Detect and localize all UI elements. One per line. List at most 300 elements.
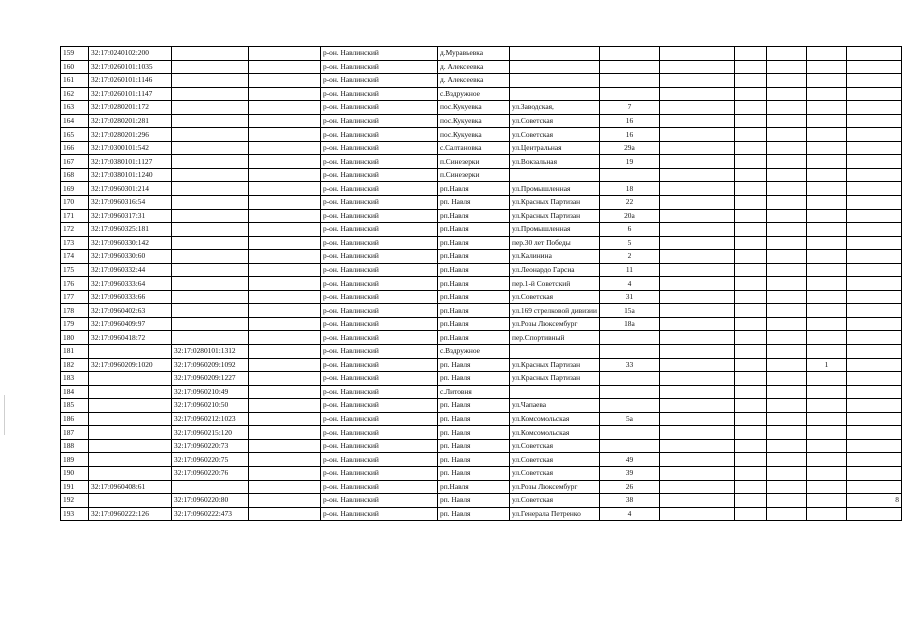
cadastral-number-2-cell: [172, 223, 249, 237]
cadastral-number-2-cell: [172, 236, 249, 250]
house-number-cell: [599, 47, 659, 61]
house-number-cell: 2: [599, 250, 659, 264]
table-row: [61, 412, 902, 426]
cadastral-number-cell: 32:17:0960301:214: [89, 182, 172, 196]
cadastral-number-cell: [89, 466, 172, 480]
value-cell: [846, 128, 901, 142]
row-number-cell: 185: [61, 399, 89, 413]
row-number-cell: 186: [61, 412, 89, 426]
row-number-cell: 177: [61, 290, 89, 304]
empty-cell: [734, 250, 766, 264]
table-row: [61, 196, 902, 210]
house-number-cell: 5: [599, 236, 659, 250]
street-cell: пер.1-й Советский: [510, 277, 600, 291]
locality-cell: д. Алексеевка: [438, 60, 510, 74]
cadastral-number-2-cell: [172, 209, 249, 223]
empty-cell: [249, 345, 321, 359]
empty-cell: [734, 196, 766, 210]
district-cell: р-он. Навлинский: [321, 317, 438, 331]
district-cell: р-он. Навлинский: [321, 236, 438, 250]
district-cell: р-он. Навлинский: [321, 466, 438, 480]
cadastral-number-cell: 32:17:0240102:200: [89, 47, 172, 61]
street-cell: [510, 168, 600, 182]
cadastral-number-2-cell: [172, 304, 249, 318]
locality-cell: рп. Навля: [438, 494, 510, 508]
row-number-cell: 159: [61, 47, 89, 61]
cadastral-number-2-cell: [172, 182, 249, 196]
value-cell: [846, 290, 901, 304]
value-cell: [846, 182, 901, 196]
cadastral-number-cell: 32:17:0960408:61: [89, 480, 172, 494]
cadastral-number-2-cell: [172, 60, 249, 74]
empty-cell: [249, 480, 321, 494]
value-cell: [806, 480, 846, 494]
value-cell: [806, 155, 846, 169]
empty-cell: [249, 453, 321, 467]
cadastral-number-2-cell: 32:17:0960209:1092: [172, 358, 249, 372]
locality-cell: рп. Навля: [438, 439, 510, 453]
row-number-cell: 176: [61, 277, 89, 291]
house-number-cell: [599, 426, 659, 440]
row-number-cell: 188: [61, 439, 89, 453]
empty-cell: [659, 182, 734, 196]
locality-cell: д.Муравьевка: [438, 47, 510, 61]
cadastral-number-cell: 32:17:0960316:54: [89, 196, 172, 210]
house-number-cell: 33: [599, 358, 659, 372]
value-cell: [806, 47, 846, 61]
cadastral-number-2-cell: [172, 128, 249, 142]
value-cell: [846, 439, 901, 453]
district-cell: р-он. Навлинский: [321, 480, 438, 494]
table-row: [61, 168, 902, 182]
empty-cell: [766, 155, 806, 169]
value-cell: [846, 507, 901, 521]
empty-cell: [249, 466, 321, 480]
district-cell: р-он. Навлинский: [321, 128, 438, 142]
empty-cell: [766, 412, 806, 426]
locality-cell: рп. Навля: [438, 372, 510, 386]
value-cell: [846, 331, 901, 345]
district-cell: р-он. Навлинский: [321, 372, 438, 386]
street-cell: ул.Красных Партизан: [510, 196, 600, 210]
value-cell: [806, 236, 846, 250]
table-row: [61, 345, 902, 359]
locality-cell: рп.Навля: [438, 277, 510, 291]
district-cell: р-он. Навлинский: [321, 168, 438, 182]
empty-cell: [766, 168, 806, 182]
empty-cell: [249, 331, 321, 345]
district-cell: р-он. Навлинский: [321, 358, 438, 372]
empty-cell: [659, 426, 734, 440]
cadastral-number-cell: 32:17:0960330:60: [89, 250, 172, 264]
empty-cell: [734, 182, 766, 196]
house-number-cell: [599, 87, 659, 101]
value-cell: [806, 399, 846, 413]
empty-cell: [659, 453, 734, 467]
value-cell: [806, 277, 846, 291]
empty-cell: [659, 399, 734, 413]
street-cell: ул.Советская: [510, 114, 600, 128]
value-cell: [806, 101, 846, 115]
empty-cell: [249, 372, 321, 386]
cadastral-number-2-cell: 32:17:0280101:1312: [172, 345, 249, 359]
locality-cell: рп. Навля: [438, 507, 510, 521]
cadastral-number-cell: 32:17:0260101:1147: [89, 87, 172, 101]
cadastral-number-2-cell: [172, 290, 249, 304]
row-number-cell: 181: [61, 345, 89, 359]
value-cell: [846, 385, 901, 399]
empty-cell: [249, 114, 321, 128]
empty-cell: [766, 209, 806, 223]
empty-cell: [766, 60, 806, 74]
street-cell: ул.169 стрелковой дивизии: [510, 304, 600, 318]
value-cell: [846, 60, 901, 74]
district-cell: р-он. Навлинский: [321, 47, 438, 61]
table-row: [61, 47, 902, 61]
row-number-cell: 170: [61, 196, 89, 210]
cadastral-number-2-cell: [172, 480, 249, 494]
empty-cell: [659, 345, 734, 359]
empty-cell: [766, 399, 806, 413]
house-number-cell: 38: [599, 494, 659, 508]
district-cell: р-он. Навлинский: [321, 426, 438, 440]
table-row: [61, 236, 902, 250]
cadastral-number-2-cell: 32:17:0960220:73: [172, 439, 249, 453]
empty-cell: [249, 385, 321, 399]
locality-cell: рп.Навля: [438, 331, 510, 345]
cadastral-number-2-cell: 32:17:0960215:120: [172, 426, 249, 440]
empty-cell: [249, 101, 321, 115]
empty-cell: [734, 412, 766, 426]
district-cell: р-он. Навлинский: [321, 250, 438, 264]
value-cell: [806, 209, 846, 223]
street-cell: ул.Советская: [510, 439, 600, 453]
value-cell: [846, 399, 901, 413]
empty-cell: [249, 209, 321, 223]
empty-cell: [659, 412, 734, 426]
cadastral-number-cell: 32:17:0380101:1240: [89, 168, 172, 182]
property-register-table: [60, 46, 902, 521]
row-number-cell: 173: [61, 236, 89, 250]
empty-cell: [659, 250, 734, 264]
locality-cell: д. Алексеевка: [438, 74, 510, 88]
cadastral-number-2-cell: 32:17:0960222:473: [172, 507, 249, 521]
cadastral-number-cell: [89, 412, 172, 426]
empty-cell: [766, 47, 806, 61]
row-number-cell: 175: [61, 263, 89, 277]
house-number-cell: [599, 372, 659, 386]
value-cell: [806, 290, 846, 304]
empty-cell: [659, 263, 734, 277]
empty-cell: [249, 182, 321, 196]
table-row: [61, 101, 902, 115]
empty-cell: [766, 358, 806, 372]
empty-cell: [659, 141, 734, 155]
house-number-cell: [599, 60, 659, 74]
cadastral-number-2-cell: [172, 114, 249, 128]
value-cell: [806, 250, 846, 264]
empty-cell: [249, 439, 321, 453]
locality-cell: пос.Кукуевка: [438, 128, 510, 142]
cadastral-number-2-cell: 32:17:0960220:75: [172, 453, 249, 467]
empty-cell: [734, 494, 766, 508]
empty-cell: [249, 128, 321, 142]
house-number-cell: 49: [599, 453, 659, 467]
value-cell: [806, 494, 846, 508]
cadastral-number-cell: [89, 399, 172, 413]
row-number-cell: 160: [61, 60, 89, 74]
value-cell: [846, 317, 901, 331]
empty-cell: [734, 236, 766, 250]
street-cell: ул.Комсомольская: [510, 412, 600, 426]
empty-cell: [734, 304, 766, 318]
empty-cell: [766, 331, 806, 345]
cadastral-number-2-cell: [172, 141, 249, 155]
district-cell: р-он. Навлинский: [321, 304, 438, 318]
empty-cell: [766, 345, 806, 359]
empty-cell: [249, 223, 321, 237]
empty-cell: [766, 453, 806, 467]
empty-cell: [659, 60, 734, 74]
row-number-cell: 187: [61, 426, 89, 440]
empty-cell: [249, 290, 321, 304]
row-number-cell: 182: [61, 358, 89, 372]
value-cell: [806, 466, 846, 480]
cadastral-number-cell: 32:17:0960333:64: [89, 277, 172, 291]
row-number-cell: 164: [61, 114, 89, 128]
empty-cell: [249, 47, 321, 61]
locality-cell: пос.Кукуевка: [438, 101, 510, 115]
row-number-cell: 183: [61, 372, 89, 386]
street-cell: [510, 345, 600, 359]
locality-cell: п.Синезерки: [438, 168, 510, 182]
house-number-cell: 16: [599, 128, 659, 142]
empty-cell: [659, 304, 734, 318]
street-cell: [510, 60, 600, 74]
row-number-cell: 165: [61, 128, 89, 142]
table-row: [61, 87, 902, 101]
district-cell: р-он. Навлинский: [321, 223, 438, 237]
empty-cell: [249, 412, 321, 426]
empty-cell: [734, 263, 766, 277]
empty-cell: [659, 466, 734, 480]
table-row: [61, 399, 902, 413]
locality-cell: рп. Навля: [438, 466, 510, 480]
empty-cell: [249, 168, 321, 182]
empty-cell: [249, 358, 321, 372]
street-cell: ул.Красных Партизан: [510, 358, 600, 372]
value-cell: 8: [846, 494, 901, 508]
district-cell: р-он. Навлинский: [321, 101, 438, 115]
value-cell: [806, 141, 846, 155]
house-number-cell: 31: [599, 290, 659, 304]
value-cell: [846, 372, 901, 386]
value-cell: [846, 480, 901, 494]
row-number-cell: 172: [61, 223, 89, 237]
cadastral-number-2-cell: [172, 331, 249, 345]
value-cell: [846, 345, 901, 359]
table-row: [61, 223, 902, 237]
empty-cell: [734, 141, 766, 155]
cadastral-number-cell: 32:17:0960330:142: [89, 236, 172, 250]
empty-cell: [734, 439, 766, 453]
empty-cell: [734, 128, 766, 142]
district-cell: р-он. Навлинский: [321, 345, 438, 359]
row-number-cell: 179: [61, 317, 89, 331]
street-cell: ул.Заводская,: [510, 101, 600, 115]
locality-cell: рп. Навля: [438, 453, 510, 467]
empty-cell: [734, 399, 766, 413]
value-cell: [846, 426, 901, 440]
empty-cell: [249, 277, 321, 291]
row-number-cell: 193: [61, 507, 89, 521]
table-row: [61, 453, 902, 467]
empty-cell: [659, 209, 734, 223]
empty-cell: [766, 385, 806, 399]
cadastral-number-2-cell: [172, 317, 249, 331]
cadastral-number-cell: 32:17:0960222:126: [89, 507, 172, 521]
locality-cell: рп.Навля: [438, 250, 510, 264]
empty-cell: [659, 494, 734, 508]
cadastral-number-cell: 32:17:0960333:66: [89, 290, 172, 304]
street-cell: ул.Советская: [510, 494, 600, 508]
row-number-cell: 190: [61, 466, 89, 480]
empty-cell: [249, 250, 321, 264]
street-cell: ул.Калинина: [510, 250, 600, 264]
empty-cell: [659, 101, 734, 115]
empty-cell: [659, 74, 734, 88]
table-row: [61, 372, 902, 386]
empty-cell: [766, 74, 806, 88]
locality-cell: с.Вздружное: [438, 345, 510, 359]
cadastral-number-2-cell: 32:17:0960220:80: [172, 494, 249, 508]
value-cell: 1: [806, 358, 846, 372]
cadastral-number-cell: 32:17:0960332:44: [89, 263, 172, 277]
house-number-cell: [599, 331, 659, 345]
district-cell: р-он. Навлинский: [321, 399, 438, 413]
empty-cell: [734, 426, 766, 440]
row-number-cell: 180: [61, 331, 89, 345]
empty-cell: [249, 317, 321, 331]
street-cell: ул.Чапаева: [510, 399, 600, 413]
locality-cell: рп. Навля: [438, 399, 510, 413]
value-cell: [846, 168, 901, 182]
house-number-cell: [599, 74, 659, 88]
table-row: [61, 385, 902, 399]
table-row: [61, 358, 902, 372]
street-cell: [510, 385, 600, 399]
empty-cell: [734, 101, 766, 115]
value-cell: [806, 128, 846, 142]
empty-cell: [734, 114, 766, 128]
value-cell: [846, 250, 901, 264]
table-row: [61, 277, 902, 291]
house-number-cell: 18: [599, 182, 659, 196]
row-number-cell: 166: [61, 141, 89, 155]
house-number-cell: [599, 168, 659, 182]
district-cell: р-он. Навлинский: [321, 263, 438, 277]
empty-cell: [766, 114, 806, 128]
empty-cell: [766, 182, 806, 196]
locality-cell: рп.Навля: [438, 223, 510, 237]
value-cell: [806, 426, 846, 440]
locality-cell: рп.Навля: [438, 209, 510, 223]
value-cell: [846, 87, 901, 101]
value-cell: [806, 223, 846, 237]
cadastral-number-2-cell: [172, 101, 249, 115]
street-cell: ул.Советская: [510, 128, 600, 142]
empty-cell: [766, 263, 806, 277]
district-cell: р-он. Навлинский: [321, 385, 438, 399]
cadastral-number-2-cell: 32:17:0960210:50: [172, 399, 249, 413]
empty-cell: [766, 250, 806, 264]
house-number-cell: [599, 399, 659, 413]
district-cell: р-он. Навлинский: [321, 141, 438, 155]
value-cell: [806, 385, 846, 399]
empty-cell: [659, 155, 734, 169]
value-cell: [806, 74, 846, 88]
empty-cell: [734, 223, 766, 237]
empty-cell: [766, 317, 806, 331]
locality-cell: рп. Навля: [438, 358, 510, 372]
row-number-cell: 168: [61, 168, 89, 182]
empty-cell: [766, 236, 806, 250]
empty-cell: [249, 60, 321, 74]
empty-cell: [659, 439, 734, 453]
value-cell: [846, 209, 901, 223]
street-cell: ул.Розы Люксембург: [510, 317, 600, 331]
cadastral-number-cell: 32:17:0260101:1035: [89, 60, 172, 74]
locality-cell: рп. Навля: [438, 412, 510, 426]
cadastral-number-cell: 32:17:0280201:172: [89, 101, 172, 115]
empty-cell: [766, 196, 806, 210]
house-number-cell: 20а: [599, 209, 659, 223]
cadastral-number-cell: [89, 345, 172, 359]
value-cell: [846, 196, 901, 210]
house-number-cell: 29а: [599, 141, 659, 155]
row-number-cell: 169: [61, 182, 89, 196]
street-cell: ул.Промышленная: [510, 223, 600, 237]
district-cell: р-он. Навлинский: [321, 290, 438, 304]
table-row: [61, 439, 902, 453]
row-number-cell: 163: [61, 101, 89, 115]
cadastral-number-2-cell: 32:17:0960210:49: [172, 385, 249, 399]
house-number-cell: 11: [599, 263, 659, 277]
empty-cell: [766, 439, 806, 453]
row-number-cell: 162: [61, 87, 89, 101]
cadastral-number-cell: 32:17:0960325:181: [89, 223, 172, 237]
empty-cell: [734, 74, 766, 88]
cadastral-number-2-cell: 32:17:0960220:76: [172, 466, 249, 480]
empty-cell: [734, 290, 766, 304]
district-cell: р-он. Навлинский: [321, 182, 438, 196]
value-cell: [846, 155, 901, 169]
value-cell: [846, 74, 901, 88]
empty-cell: [766, 466, 806, 480]
empty-cell: [734, 358, 766, 372]
street-cell: [510, 47, 600, 61]
scan-edge-line: [4, 395, 5, 435]
cadastral-number-2-cell: [172, 168, 249, 182]
cadastral-number-cell: 32:17:0960409:97: [89, 317, 172, 331]
cadastral-number-cell: 32:17:0960418:72: [89, 331, 172, 345]
value-cell: [846, 101, 901, 115]
value-cell: [806, 507, 846, 521]
empty-cell: [659, 196, 734, 210]
table-row: [61, 114, 902, 128]
table-row: [61, 290, 902, 304]
cadastral-number-cell: [89, 426, 172, 440]
